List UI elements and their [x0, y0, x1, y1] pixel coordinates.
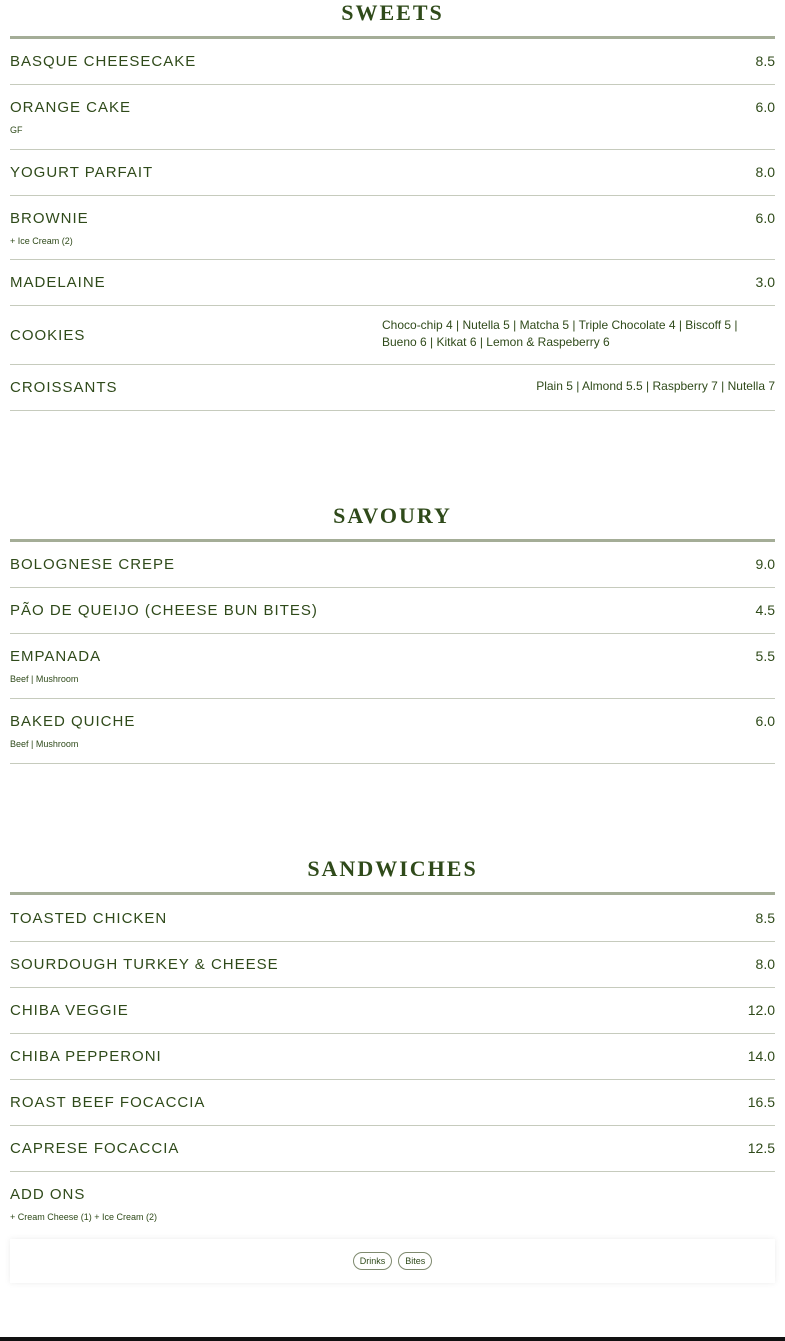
- item-name: BROWNIE: [10, 210, 89, 227]
- item-name: CHIBA VEGGIE: [10, 1002, 129, 1019]
- menu-item: [10, 1034, 775, 1080]
- item-name: BOLOGNESE CREPE: [10, 556, 176, 573]
- item-price: 6.0: [755, 210, 775, 226]
- item-price: 8.5: [755, 910, 775, 926]
- item-price: 12.5: [747, 1140, 775, 1156]
- item-name: ROAST BEEF FOCACCIA: [10, 1094, 206, 1111]
- item-name: BASQUE CHEESECAKE: [10, 53, 197, 70]
- menu-item: [10, 542, 775, 588]
- item-price: 8.0: [755, 956, 775, 972]
- item-price: 12.0: [747, 1002, 775, 1018]
- item-description: + Cream Cheese (1) + Ice Cream (2): [10, 1212, 158, 1222]
- sweets-divider: [10, 36, 775, 39]
- menu-item: [10, 588, 775, 634]
- item-name: EMPANADA: [10, 648, 102, 665]
- item-name: CHIBA PEPPERONI: [10, 1048, 162, 1065]
- item-price: 8.5: [755, 53, 775, 69]
- item-price: 4.5: [755, 602, 775, 618]
- menu-item: [10, 988, 775, 1034]
- tab-drinks[interactable]: Drinks: [353, 1252, 393, 1270]
- item-name: MADELAINE: [10, 274, 106, 291]
- menu-item: [10, 196, 775, 260]
- menu-item: [10, 1172, 775, 1232]
- menu-item: [10, 306, 775, 365]
- menu-item: [10, 40, 775, 85]
- item-description: + Ice Cream (2): [10, 236, 73, 246]
- menu-item: [10, 634, 775, 699]
- menu-item: [10, 1126, 775, 1172]
- item-name: TOASTED CHICKEN: [10, 910, 168, 927]
- item-options: Plain 5 | Almond 5.5 | Raspberry 7 | Nutella 7: [536, 379, 775, 393]
- item-description: GF: [10, 125, 23, 135]
- menu-item: [10, 1080, 775, 1126]
- item-options: Choco-chip 4 | Nutella 5 | Matcha 5 | Triple Chocolate 4 | Biscoff 5 | Bueno 6 | Kitkat 6 | Lemon & Raspeberry 6: [382, 318, 738, 349]
- item-price: 6.0: [755, 99, 775, 115]
- item-name: SOURDOUGH TURKEY & CHEESE: [10, 956, 279, 973]
- menu-item: [10, 896, 775, 942]
- menu-item: [10, 942, 775, 988]
- menu-item: [10, 85, 775, 150]
- item-name: YOGURT PARFAIT: [10, 164, 154, 181]
- item-name: PÃO DE QUEIJO (CHEESE BUN BITES): [10, 602, 318, 619]
- item-price: 16.5: [747, 1094, 775, 1110]
- menu-item: [10, 699, 775, 764]
- item-name: COOKIES: [10, 327, 86, 344]
- sandwiches-divider: [10, 892, 775, 895]
- menu-item: [10, 150, 775, 196]
- item-price: 8.0: [755, 164, 775, 180]
- sandwiches-title: SANDWICHES: [307, 856, 478, 881]
- item-price: 3.0: [755, 274, 775, 290]
- menu-item: [10, 260, 775, 306]
- item-price: 5.5: [755, 648, 775, 664]
- item-price: 9.0: [755, 556, 775, 572]
- item-name: ADD ONS: [10, 1186, 86, 1203]
- item-price: 6.0: [755, 713, 775, 729]
- item-description: Beef | Mushroom: [10, 739, 79, 749]
- menu-item: [10, 365, 775, 411]
- item-price: 14.0: [747, 1048, 775, 1064]
- savoury-title: SAVOURY: [333, 503, 452, 528]
- item-name: CAPRESE FOCACCIA: [10, 1140, 180, 1157]
- item-name: CROISSANTS: [10, 379, 118, 396]
- category-tabs: [10, 1239, 775, 1283]
- bottom-bar: [0, 1337, 785, 1341]
- item-name: BAKED QUICHE: [10, 713, 136, 730]
- item-description: Beef | Mushroom: [10, 674, 79, 684]
- tab-bites[interactable]: Bites: [398, 1252, 432, 1270]
- sweets-title: SWEETS: [341, 0, 444, 25]
- item-name: ORANGE CAKE: [10, 99, 132, 116]
